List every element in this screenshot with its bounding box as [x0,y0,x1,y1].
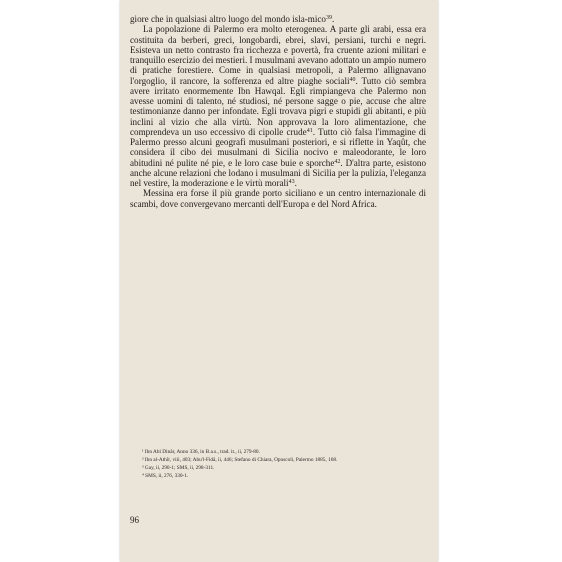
paragraph-text: . D'altra parte, esistono anche alcune relazioni che lodano i musulmani di Sicilia per la pulizia, l'eleganza nel vestire, la moderazione e le virtù morali [130,157,426,188]
paragraph-text: . Tutto ciò sembra avere irritato enormemente Ibn Hawqal. Egli rimpiangeva che Palermo non avesse uomini di talento, né studiosi, né persone sagge o pie, accuse che altre testimonianze danno per infondate. Egli trovava pigri e stupidi gli abitanti, e più inclini al vizio che alla virtù. Non approvava la loro alimentazione, che comprendeva un uso eccessivo di cipolle crude [130,75,426,137]
paragraph-text: . Tutto ciò falsa l'immagine di Palermo presso alcuni geografi musulmani posteriori, e si riflette in Yaqût, che considera il cibo dei musulmani di Sicilia nocivo e maleodorante, le loro abitudini né pulite né pie, e le loro case buie e sporche [130,126,426,168]
paragraph-text: La popolazione di Palermo era molto eterogenea. A parte gli arabi, essa era costituita da berberi, greci, longobardi, ebrei, slavi, persiani, turchi e negri. Esisteva un netto contrasto fra ricchezza e povertà, fra cruente azioni militari e tranquillo esercizio dei mestieri. I musulmani avevano adottato un ampio numero di pratiche forestiere. Come in qualsiasi metropoli, a Palermo allignavano l'orgoglio, il rancore, la sofferenza ed altre piaghe sociali [130,24,426,86]
paragraph [130,188,426,209]
paragraph-text: . [294,178,297,188]
footnotes [130,449,426,481]
footnote: ³ Gay, ii, 290-1; SMS, ii, 298-311. [142,464,215,471]
body-text [130,14,426,209]
footnote: ⁴ SMS, ii, 276, 330-1. [142,472,189,479]
footnote-ref: 43 [288,179,295,185]
footnote-ref: 42 [334,158,341,165]
paragraph-text: Messina era forse il più grande porto siciliano e un centro internazionale di scambi, dove convergevano mercanti dell'Europa e del Nord Africa. [130,188,426,209]
footnote: ¹ Ibn Abi Dinâr, Anno 336, in B.a.s., trad. it., ii, 279-80. [142,449,260,455]
paragraph [130,24,426,188]
paragraph-text: . [331,14,335,24]
footnote-ref: 41 [306,127,313,134]
paragraph-text: giore che in qualsiasi altro luogo del mondo isla-mico [130,14,326,24]
page-number: 96 [130,515,139,525]
book-page [120,0,438,562]
paragraph [130,14,426,24]
footnote-ref: 40 [349,76,356,83]
footnote-ref: 39 [325,15,332,21]
footnote: ² Ibn al-Athîr, viii, 403; Abu'l-Fidâ, ii, 446; Stefano di Chiara, Opuscoli, Palermo 1885, 168. [142,456,338,463]
